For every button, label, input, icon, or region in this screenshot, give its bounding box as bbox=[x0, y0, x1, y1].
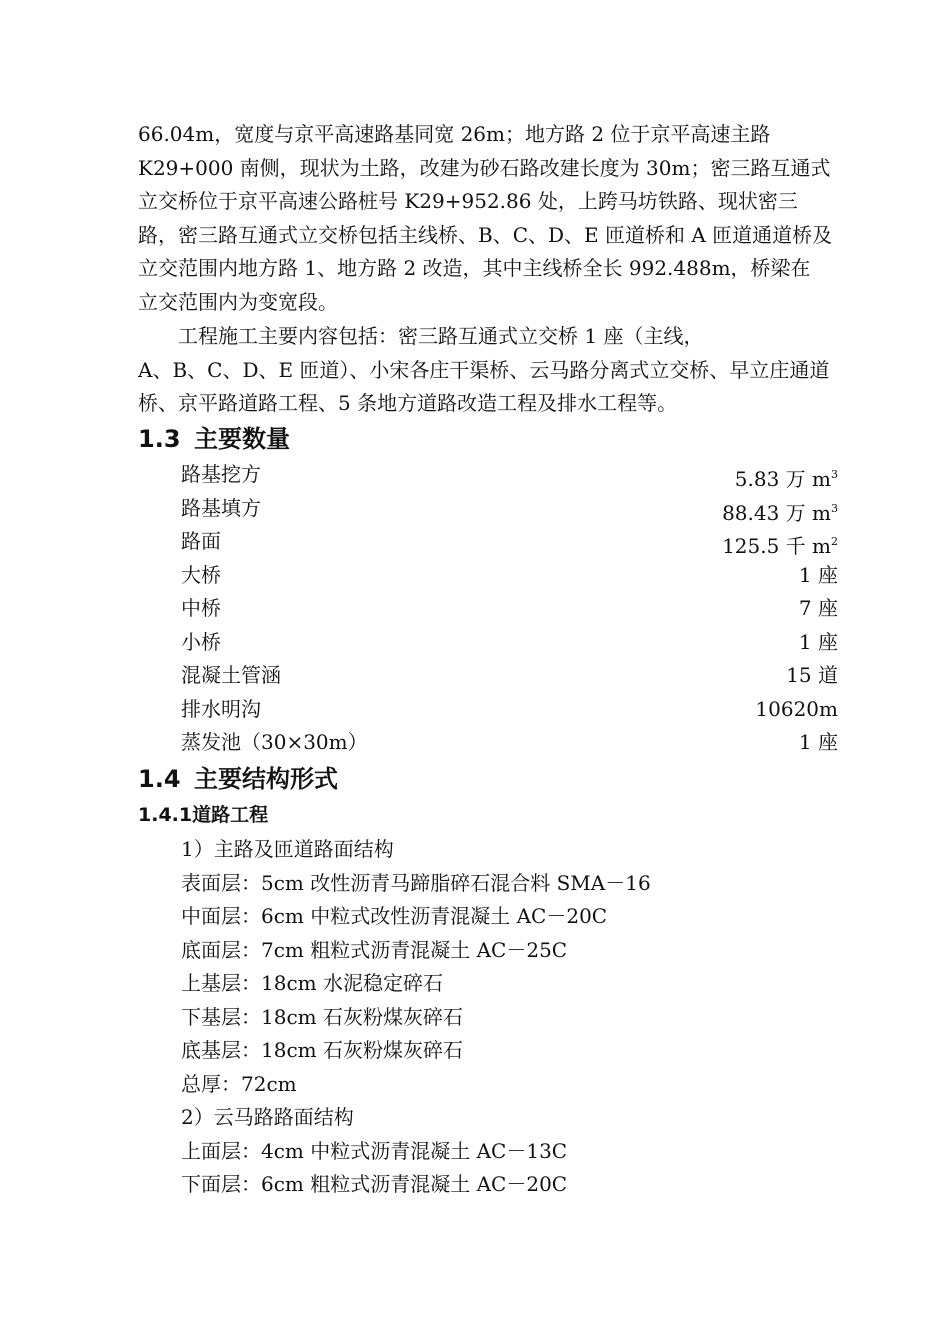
quantity-value-text: 1 座 bbox=[798, 730, 838, 754]
section-number: 1.4 bbox=[138, 765, 181, 793]
section-heading-1-3 bbox=[138, 424, 290, 454]
intro-line: 路，密三路互通式立交桥包括主线桥、B、C、D、E 匝道桥和 A 匝道通道桥及 bbox=[138, 222, 833, 247]
structure-line: 上面层：4cm 中粒式沥青混凝土 AC－13C bbox=[181, 1138, 568, 1163]
quantity-value bbox=[735, 458, 838, 492]
quantity-row bbox=[181, 559, 838, 593]
quantity-value-text: 7 座 bbox=[798, 596, 838, 620]
quantity-item: 路面 bbox=[181, 529, 221, 553]
quantity-row bbox=[181, 659, 838, 693]
quantity-value-text: 88.43 万 m bbox=[722, 500, 831, 525]
structure-line: 上基层：18cm 水泥稳定碎石 bbox=[181, 971, 443, 995]
structure-line: 底基层：18cm 石灰粉煤灰碎石 bbox=[181, 1038, 463, 1062]
quantity-item: 混凝土管涵 bbox=[181, 663, 281, 687]
quantity-row bbox=[181, 693, 838, 727]
quantity-value-text: 5.83 万 m bbox=[734, 467, 831, 491]
quantities-list bbox=[181, 458, 838, 760]
unit-exponent: 3 bbox=[831, 468, 838, 481]
section-title: 主要数量 bbox=[194, 425, 290, 453]
quantity-row bbox=[181, 592, 838, 626]
quantity-item: 蒸发池（30×30m） bbox=[181, 730, 368, 754]
intro-line: 立交桥位于京平高速公路桩号 K29+952.86 处，上跨马坊铁路、现状密三 bbox=[138, 189, 798, 213]
structure-line: 2）云马路路面结构 bbox=[181, 1105, 354, 1129]
section-title: 主要结构形式 bbox=[194, 765, 338, 793]
quantity-value bbox=[755, 693, 838, 727]
works-paragraph bbox=[138, 320, 838, 421]
quantity-value bbox=[799, 626, 838, 660]
quantity-value bbox=[722, 492, 838, 526]
quantity-value bbox=[799, 592, 838, 626]
quantity-value-text: 10620m bbox=[755, 696, 838, 721]
intro-line: K29+000 南侧，现状为土路，改建为砂石路改建长度为 30m；密三路互通式 bbox=[138, 155, 831, 180]
quantity-row bbox=[181, 626, 838, 660]
intro-paragraph bbox=[138, 118, 838, 319]
quantity-item: 小桥 bbox=[181, 629, 221, 654]
quantity-item: 中桥 bbox=[181, 596, 221, 620]
structure-line: 中面层：6cm 中粒式改性沥青混凝土 AC－20C bbox=[181, 904, 608, 928]
intro-line: 立交范围内地方路 1、地方路 2 改造，其中主线桥全长 992.488m，桥梁在 bbox=[138, 256, 811, 280]
structure-line: 底面层：7cm 粗粒式沥青混凝土 AC－25C bbox=[181, 937, 568, 962]
section-number: 1.3 bbox=[138, 425, 181, 453]
quantity-item: 路基填方 bbox=[181, 495, 261, 520]
subsection-heading-1-4-1: 1.4.1道路工程 bbox=[138, 804, 269, 826]
quantity-item: 排水明沟 bbox=[181, 696, 261, 721]
quantity-value bbox=[799, 726, 838, 760]
structure-line: 总厚：72cm bbox=[181, 1071, 297, 1096]
quantity-row bbox=[181, 525, 838, 559]
quantity-value-text: 1 座 bbox=[798, 562, 838, 587]
unit-exponent: 3 bbox=[831, 501, 838, 515]
works-line: 桥、京平路道路工程、5 条地方道路改造工程及排水工程等。 bbox=[138, 391, 678, 415]
quantity-row bbox=[181, 492, 838, 526]
intro-line: 66.04m，宽度与京平高速路基同宽 26m；地方路 2 位于京平高速主路 bbox=[138, 122, 771, 146]
structure-line: 下基层：18cm 石灰粉煤灰碎石 bbox=[181, 1004, 463, 1029]
works-line: A、B、C、D、E 匝道）、小宋各庄干渠桥、云马路分离式立交桥、早立庄通道 bbox=[138, 357, 830, 382]
quantity-value bbox=[722, 525, 838, 559]
quantity-row bbox=[181, 458, 838, 492]
quantity-item: 路基挖方 bbox=[181, 462, 261, 486]
quantity-value bbox=[786, 659, 838, 693]
pavement-structure-list bbox=[181, 833, 651, 1202]
quantity-value-text: 1 座 bbox=[798, 629, 838, 654]
section-heading-1-4 bbox=[138, 764, 338, 794]
unit-exponent: 2 bbox=[831, 535, 838, 548]
quantity-value-text: 15 道 bbox=[786, 663, 838, 687]
works-line: 工程施工主要内容包括：密三路互通式立交桥 1 座（主线， bbox=[138, 324, 704, 348]
quantity-value-text: 125.5 千 m bbox=[722, 534, 831, 558]
quantity-item: 大桥 bbox=[181, 562, 221, 587]
structure-line: 表面层：5cm 改性沥青马蹄脂碎石混合料 SMA－16 bbox=[181, 870, 651, 895]
structure-line: 1）主路及匝道路面结构 bbox=[181, 837, 394, 861]
structure-line: 下面层：6cm 粗粒式沥青混凝土 AC－20C bbox=[181, 1172, 568, 1196]
intro-line: 立交范围内为变宽段。 bbox=[138, 289, 338, 314]
quantity-value bbox=[799, 559, 838, 593]
quantity-row bbox=[181, 726, 838, 760]
